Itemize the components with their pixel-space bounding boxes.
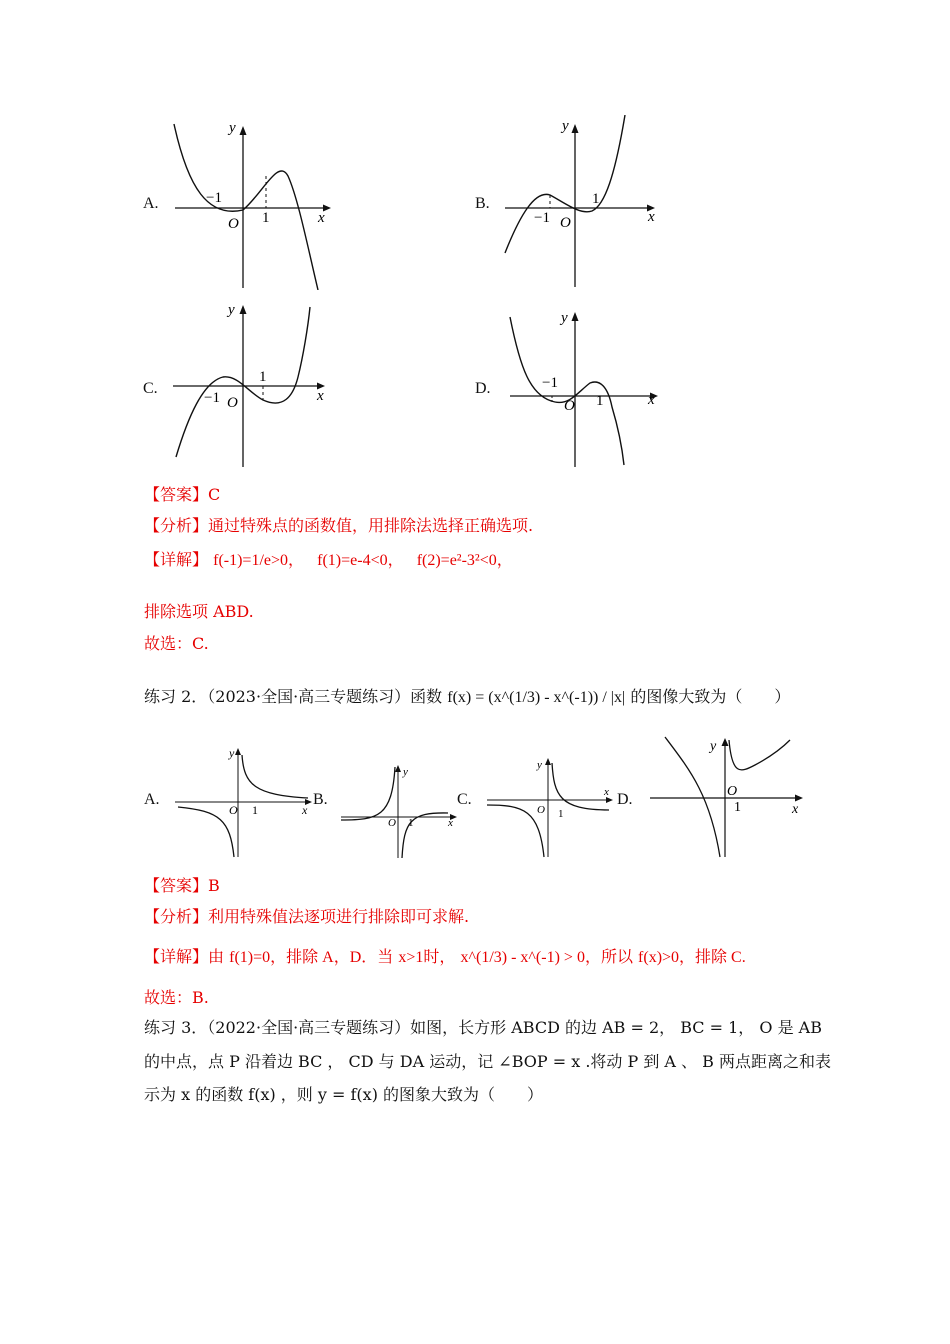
q1-choose: 故选：C. [144,634,209,653]
svg-text:1: 1 [734,800,741,815]
q1-detail: 【详解】 f(-1)=1/e>0， f(1)=e-4<0， f(2)=e²-3²<0， [144,550,513,569]
q2-option-b-label: B. [313,791,328,808]
svg-text:1: 1 [252,803,258,817]
svg-text:O: O [229,803,238,817]
q1-option-a-label: A. [143,195,159,212]
q3-stem-line3: 示为 x 的函数 f(x) ，则 y = f(x) 的图象大致为（ ） [144,1085,544,1104]
q2-detail: 【详解】由 f(1)=0，排除 A，D．当 x>1时， x^(1/3) - x^(-1) > 0，所以 f(x)>0，排除 C. [144,947,746,966]
q1d-neg-one: −1 [542,375,558,391]
svg-text:y: y [229,746,235,760]
q3-stem-line1: 练习 3．（2022·全国·高三专题练习）如图，长方形 ABCD 的边 AB = 2， BC = 1， O 是 AB [144,1018,822,1037]
svg-text:x: x [792,802,799,817]
q1b-one: 1 [592,191,600,207]
q3-stem-line2: 的中点，点 P 沿着边 BC ， CD 与 DA 运动，记 ∠BOP = x .将动 P 到 A 、 B 两点距离之和表 [144,1052,832,1071]
q1c-origin: O [227,395,238,411]
q1-option-b-label: B. [475,195,490,212]
q1b-neg-one: −1 [534,210,550,226]
q1-option-c-label: C. [143,380,158,397]
q2-answer: 【答案】B [144,876,220,895]
q2-graph-a [170,745,315,860]
q1-detail-expr1: f(-1)=1/e>0， [213,552,305,569]
q1-graph-d [500,307,670,469]
q1-answer: 【答案】C [144,485,221,504]
q1d-y-label: y [561,310,568,326]
svg-text:y: y [537,759,542,771]
q1-detail-expr3: f(2)=e²-3²<0， [416,552,513,569]
svg-text:1: 1 [408,817,414,829]
q2-stem-formula: f(x) = (x^(1/3) - x^(-1)) / |x| [447,689,626,706]
q1-exclude: 排除选项 ABD. [144,602,254,621]
q2-option-a-label: A. [144,791,160,808]
q1a-y-label: y [229,120,236,136]
q1-graph-b [500,115,670,290]
q1a-origin: O [228,216,239,232]
q2-graph-b [338,762,463,862]
q1-graph-a [168,118,338,290]
svg-text:x: x [604,786,609,798]
q1a-one: 1 [262,210,270,226]
q1-analysis: 【分析】通过特殊点的函数值，用排除法选择正确选项. [144,516,534,535]
svg-text:O: O [727,784,738,799]
q1d-origin: O [564,398,575,414]
q1b-x-label: x [648,209,655,225]
q1d-x-label: x [648,392,655,408]
q1b-y-label: y [562,118,569,134]
svg-text:y: y [710,739,717,754]
svg-text:O: O [537,804,545,816]
svg-text:O: O [388,817,396,829]
q1b-origin: O [560,215,571,231]
q1-graph-c [168,297,338,469]
q2-option-d-label: D. [617,791,633,808]
q2-option-c-label: C. [457,791,472,808]
q1-detail-expr2: f(1)=e-4<0， [317,552,404,569]
q2-analysis: 【分析】利用特殊值法逐项进行排除即可求解. [144,907,470,926]
q1c-one: 1 [259,369,267,385]
svg-text:1: 1 [558,808,564,820]
q1c-y-label: y [228,302,235,318]
q1a-neg-one: −1 [206,190,222,206]
svg-text:x: x [302,803,308,817]
q1-option-d-label: D. [475,380,491,397]
q1c-neg-one: −1 [204,390,220,406]
svg-text:y: y [403,766,408,778]
q1d-one: 1 [596,393,604,409]
q2-graph-c [484,755,619,860]
svg-text:x: x [448,817,453,829]
q2-choose: 故选：B. [144,988,209,1007]
q1a-x-label: x [318,210,325,226]
q2-graph-d [640,735,810,860]
q1c-x-label: x [317,388,324,404]
q2-stem: 练习 2．（2023·全国·高三专题练习）函数 f(x) = (x^(1/3) - x^(-1)) / |x| 的图像大致为（ ） [144,687,791,706]
